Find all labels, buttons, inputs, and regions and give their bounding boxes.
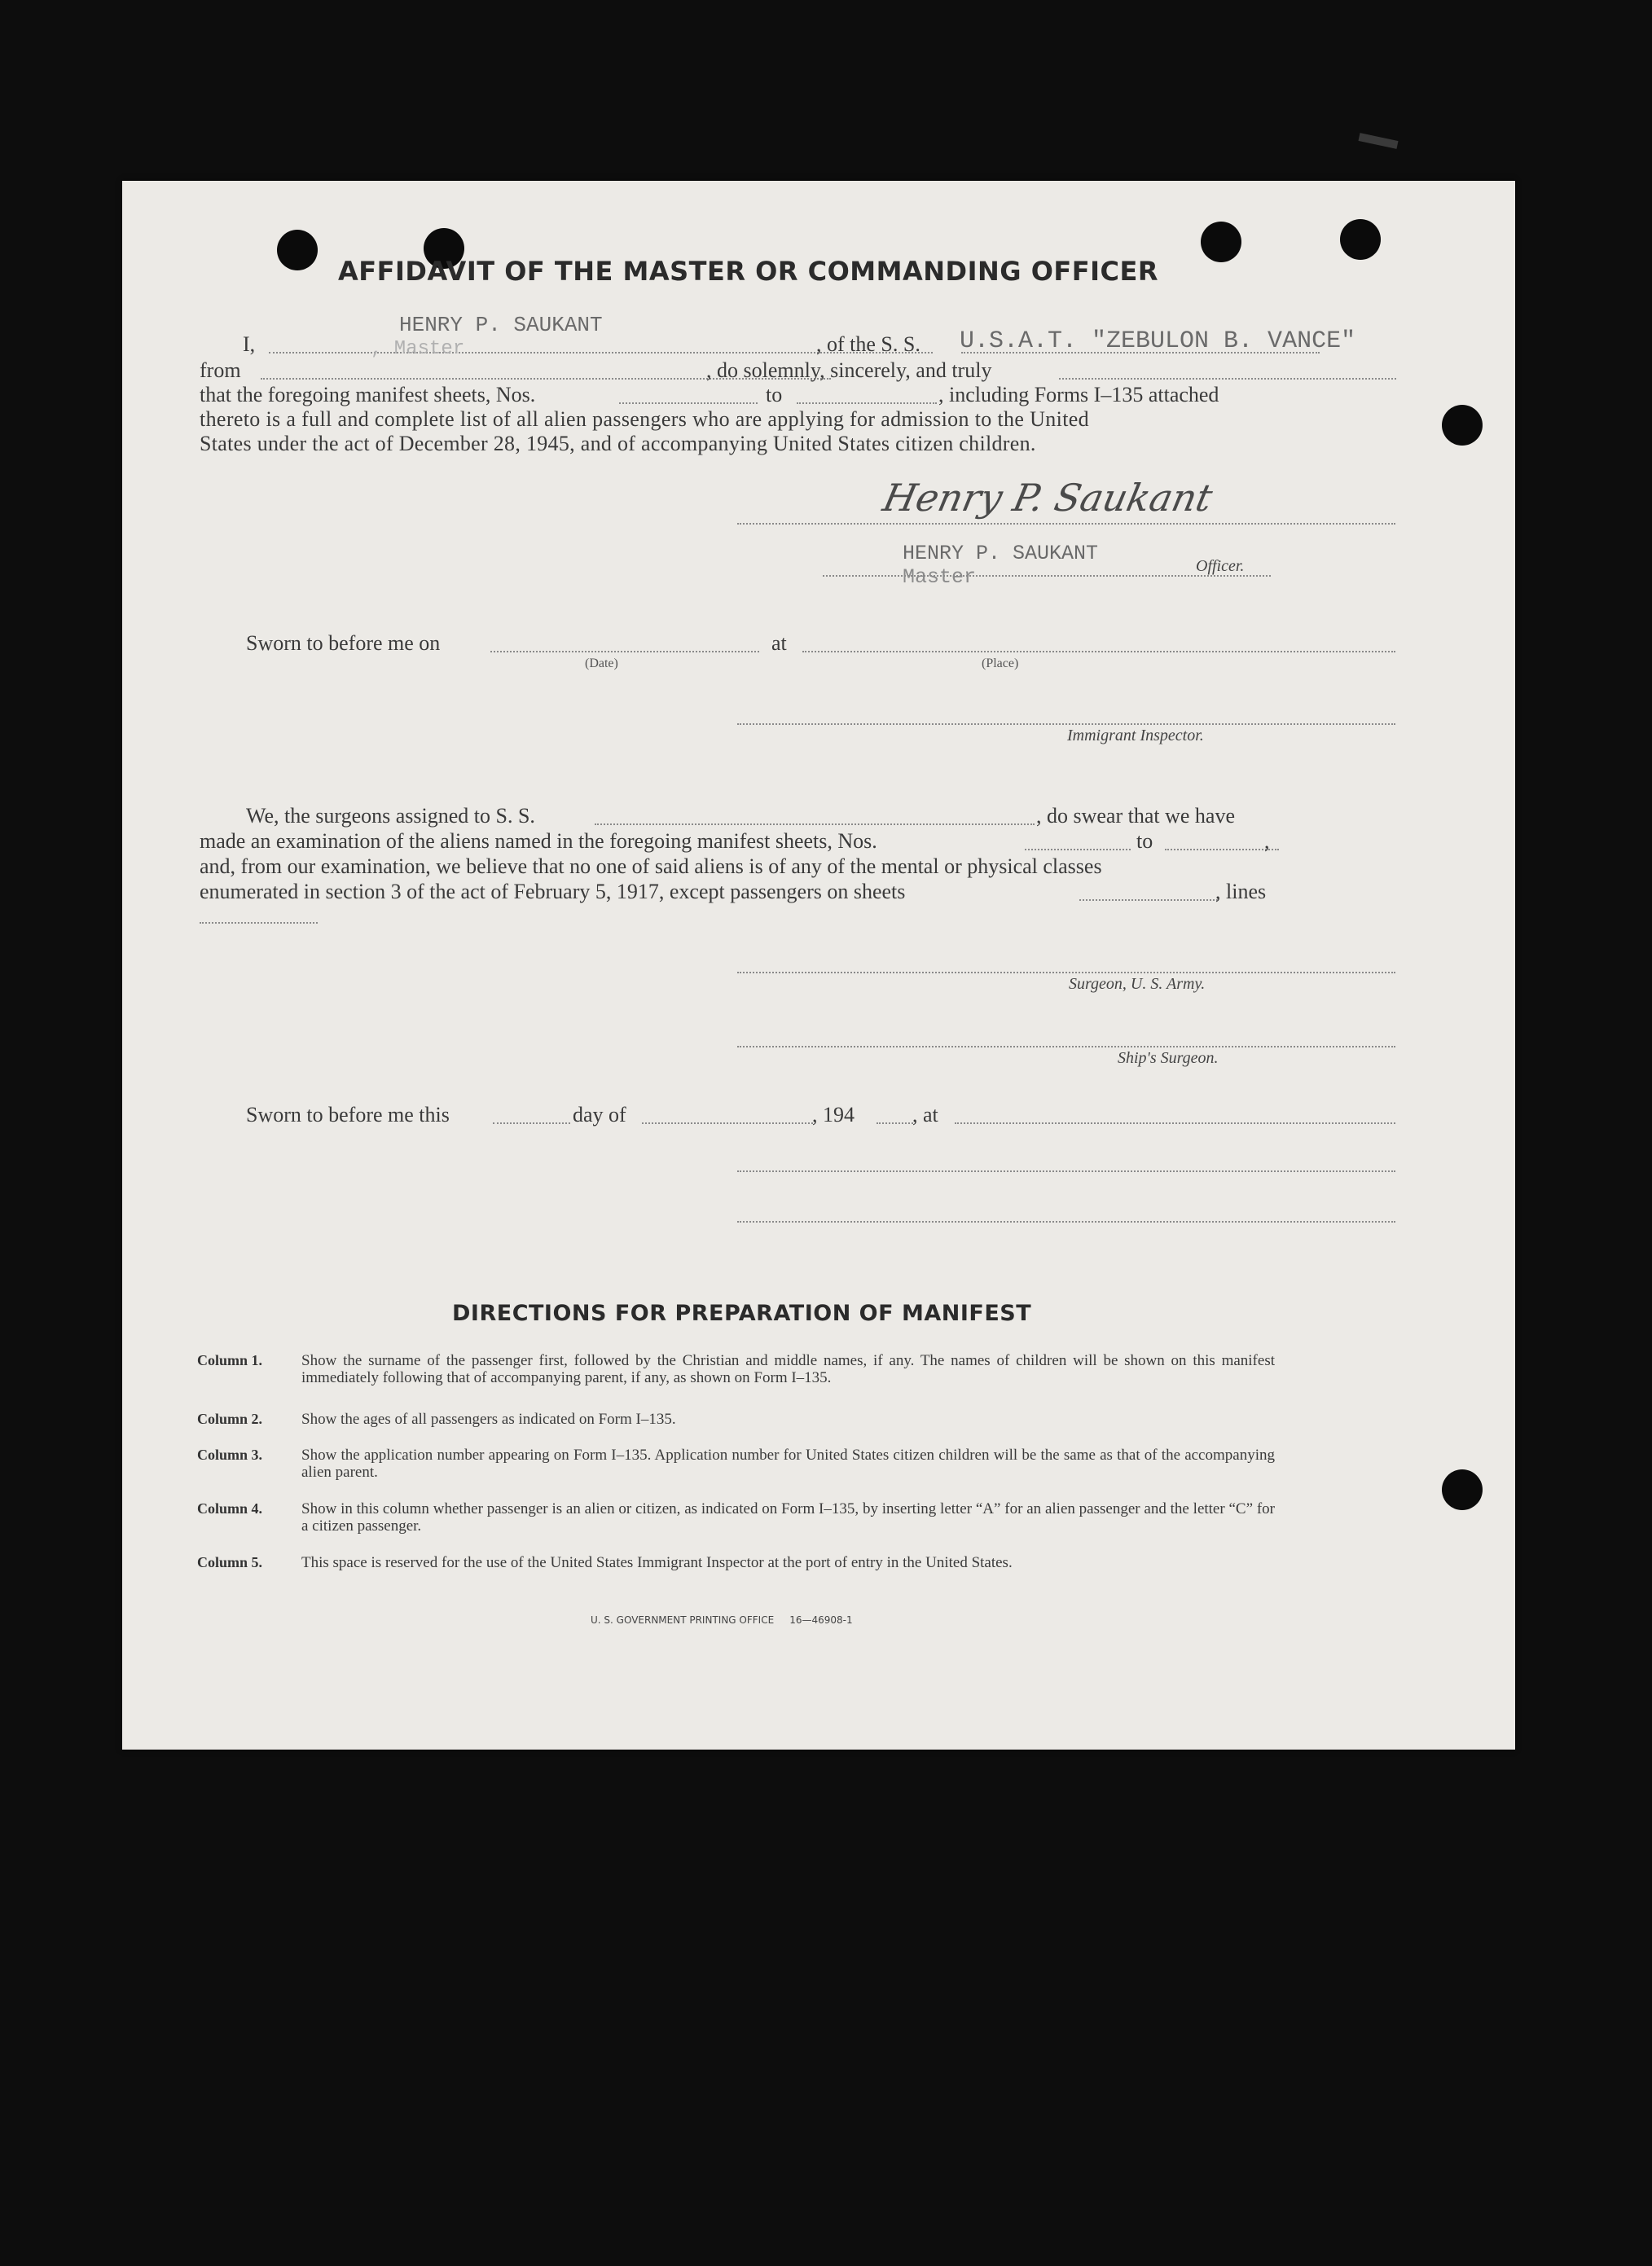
- army-surgeon-label: Surgeon, U. S. Army.: [1069, 975, 1206, 993]
- punch-hole: [1201, 222, 1241, 262]
- handwritten-signature: Henry P. Saukant: [879, 476, 1217, 520]
- inspector-line: [737, 723, 1395, 725]
- typed-signer-title: Master: [903, 565, 977, 589]
- affidavit-line-5: States under the act of December 28, 1945, and of accompanying United States citizen children.: [200, 432, 1036, 455]
- ship-surgeon-line: [737, 1046, 1395, 1047]
- to-word: to: [766, 383, 783, 406]
- direction-column-label: Column 4.: [197, 1500, 263, 1517]
- sworn-at: , at: [912, 1103, 938, 1126]
- surgeons-to-word: to: [1136, 829, 1153, 853]
- sworn-before-me-on: Sworn to before me on: [246, 631, 441, 655]
- surgeons-comma: ,: [1264, 829, 1270, 853]
- year-194: , 194: [812, 1103, 855, 1126]
- day-of: day of: [573, 1103, 626, 1126]
- affidavit-page: [122, 181, 1515, 1750]
- exception-sheets-line: [1079, 899, 1218, 901]
- direction-text: Show the application number appearing on Form I–135. Application number for United States citizen children will be the same as that of the accompanying alien parent.: [301, 1447, 1275, 1481]
- ship-surgeon-label: Ship's Surgeon.: [1118, 1049, 1219, 1067]
- page-title: AFFIDAVIT OF THE MASTER OR COMMANDING OFFICER: [338, 256, 1158, 287]
- surgeons-sheets-to: [1165, 849, 1279, 850]
- do-solemnly: , do solemnly, sincerely, and truly: [706, 358, 992, 382]
- punch-hole: [1340, 219, 1381, 260]
- typed-signer-name: HENRY P. SAUKANT: [903, 542, 1099, 565]
- surgeons-line-1b: , do swear that we have: [1036, 804, 1236, 828]
- direction-text: Show the surname of the passenger first, followed by the Christian and middle names, if any. The names of children will be shown on this manifest immediately following that of accompanying parent, if any, as shown on Form I–135.: [301, 1352, 1275, 1386]
- typed-ship-name: U.S.A.T. "ZEBULON B. VANCE": [960, 327, 1356, 355]
- signature-line: [737, 523, 1395, 525]
- sworn-place-line: [802, 651, 1395, 652]
- direction-text: Show in this column whether passenger is an alien or citizen, as indicated on Form I–135, by inserting letter “A” for an alien passenger and the letter “C” for a citizen passenger.: [301, 1500, 1275, 1535]
- scanner-smudge: [1358, 133, 1398, 149]
- sworn-signature-line-2: [737, 1221, 1395, 1223]
- exception-lines-line: [200, 922, 318, 924]
- inspector-label: Immigrant Inspector.: [1067, 727, 1204, 744]
- printing-office-footer: U. S. GOVERNMENT PRINTING OFFICE 16—46908-1: [591, 1614, 853, 1626]
- direction-column-label: Column 5.: [197, 1554, 263, 1570]
- sworn-date-line: [490, 651, 759, 652]
- sheets-from-line: [619, 402, 758, 404]
- sheets-to-line: [797, 402, 937, 404]
- sworn-this: Sworn to before me this: [246, 1103, 450, 1126]
- manifest-sheets-text: that the foregoing manifest sheets, Nos.: [200, 383, 536, 406]
- direction-column-label: Column 2.: [197, 1411, 263, 1427]
- sworn-signature-line-1: [737, 1170, 1395, 1172]
- sworn-year-line: [877, 1122, 913, 1124]
- sworn-day-line: [493, 1122, 570, 1124]
- surgeons-line-4a: enumerated in section 3 of the act of February 5, 1917, except passengers on sheets: [200, 880, 906, 903]
- typed-master-title: , Master: [371, 338, 465, 360]
- officer-label: Officer.: [1196, 557, 1245, 575]
- affidavit-line-4: thereto is a full and complete list of all alien passengers who are applying for admission to the United: [200, 407, 1090, 431]
- place-caption: (Place): [982, 657, 1019, 670]
- sworn-month-line: [642, 1122, 813, 1124]
- typed-master-name: HENRY P. SAUKANT: [399, 313, 603, 337]
- surgeons-ship-line: [595, 823, 1035, 825]
- surgeons-line-3: and, from our examination, we believe that no one of said aliens is of any of the mental or physical classes: [200, 854, 1102, 878]
- direction-text: This space is reserved for the use of the United States Immigrant Inspector at the port of entry in the United States.: [301, 1554, 1013, 1571]
- punch-hole: [277, 230, 318, 270]
- army-surgeon-line: [737, 972, 1395, 973]
- of-the-ss: , of the S. S.: [816, 332, 920, 356]
- direction-column-label: Column 3.: [197, 1447, 263, 1463]
- direction-text: Show the ages of all passengers as indicated on Form I–135.: [301, 1411, 676, 1428]
- surgeons-line-4b: , lines: [1215, 880, 1267, 903]
- date-caption: (Date): [585, 657, 618, 670]
- punch-hole: [1442, 1469, 1483, 1510]
- at-word: at: [771, 631, 787, 655]
- surgeons-sheets-from: [1025, 849, 1131, 850]
- direction-column-label: Column 1.: [197, 1352, 263, 1368]
- directions-title: DIRECTIONS FOR PREPARATION OF MANIFEST: [452, 1301, 1032, 1326]
- word-from: from: [200, 358, 241, 382]
- punch-hole: [1442, 405, 1483, 446]
- sworn-at-line: [955, 1122, 1395, 1124]
- truly-line: [1059, 378, 1396, 380]
- word-i: I,: [243, 332, 256, 356]
- surgeons-line-2: made an examination of the aliens named in the foregoing manifest sheets, Nos.: [200, 829, 877, 853]
- forms-attached: , including Forms I–135 attached: [938, 383, 1219, 406]
- surgeons-line-1a: We, the surgeons assigned to S. S.: [246, 804, 535, 828]
